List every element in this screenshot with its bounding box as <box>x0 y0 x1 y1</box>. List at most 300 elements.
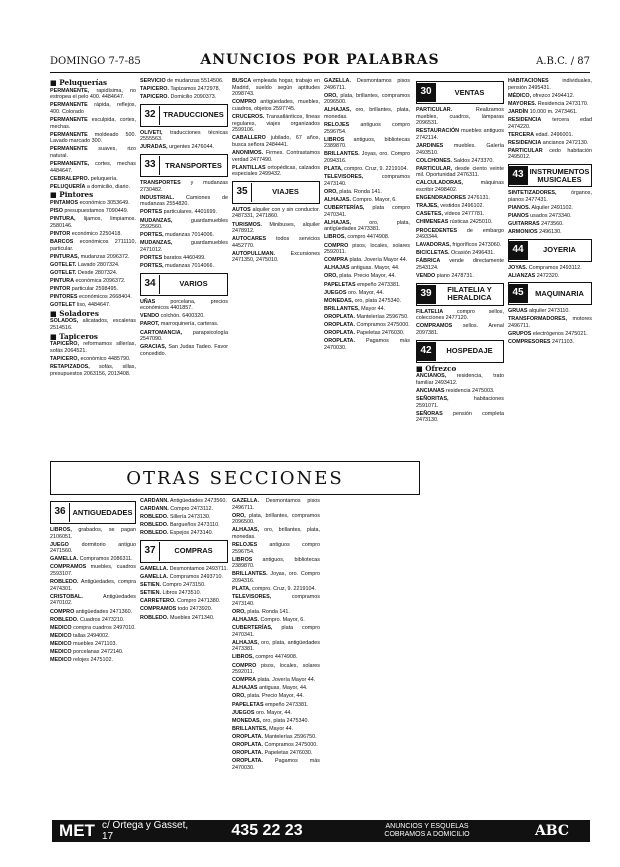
ad-keyword: PORTES <box>140 255 163 261</box>
classified-ad <box>50 88 136 101</box>
classified-ad <box>508 221 592 228</box>
ad-keyword: COMPRO <box>50 608 75 615</box>
ad-text: rapidísima, no estropea el pelo 400. 4484647. <box>50 87 136 101</box>
ad-keyword: OLIVETI, <box>140 129 163 136</box>
ad-keyword: FILATELIA <box>416 308 444 315</box>
page-header <box>50 50 590 73</box>
ad-keyword: LIBROS, <box>324 234 346 241</box>
classified-ad <box>232 718 320 725</box>
ad-text: plata. Precio Mayor, 44. <box>247 693 304 700</box>
ad-keyword: PAROT, <box>140 321 160 328</box>
ad-text: Realizamos muebles, cuadros, lámparas 2096531. <box>416 107 504 127</box>
ad-text: Compro. Mayor, 6. <box>352 197 397 203</box>
ad-text: compramos 2473140. <box>324 174 410 187</box>
ad-text: Antigüedades 2470102. <box>50 593 136 607</box>
column-6 <box>508 78 592 813</box>
ad-text: 2472320. <box>536 272 560 279</box>
classified-ad <box>232 685 320 692</box>
classified-ad <box>50 286 136 293</box>
ad-text: mudanzas 7014066. <box>165 263 215 270</box>
ad-text: económico 3053649. <box>79 200 130 206</box>
ad-keyword: GOTELET. <box>50 269 77 276</box>
ad-keyword: PINTURA <box>50 277 74 284</box>
column-4 <box>324 78 410 813</box>
ad-keyword: COMPRAMOS <box>50 564 87 571</box>
ad-text: Mayor 44. <box>269 725 294 732</box>
classified-ad <box>140 144 228 151</box>
ad-text: esculpida, cortes, mechas. <box>50 116 136 130</box>
ad-keyword: ANCIANAS <box>416 387 445 394</box>
ad-text: muebles, cuadros 2593107. <box>50 564 136 578</box>
ad-text: relojes 2475102. <box>73 657 113 664</box>
section-label: VARIOS <box>179 279 208 289</box>
ad-text: San Judas Tadeo. Favor concedido. <box>140 344 228 357</box>
section-title <box>50 80 136 87</box>
classified-ad <box>232 586 320 593</box>
ad-keyword: TERCERA <box>508 131 535 138</box>
ad-text: empeño 2473381. <box>357 281 401 288</box>
ad-text: plata. Precio Mayor, 44. <box>339 273 396 280</box>
ad-text: Pagamos más 2470030. <box>232 758 320 771</box>
classified-ad <box>140 530 228 537</box>
classified-ad <box>508 308 592 315</box>
ad-text: cedo habitación 2495012. <box>508 147 592 161</box>
classified-ad <box>232 150 320 163</box>
ad-text: tallas 2494002. <box>73 632 110 639</box>
section-title-text: Pintores <box>59 190 94 200</box>
ad-keyword: TAPICERO. <box>140 94 169 101</box>
ad-text: Tapizamos 2472978. <box>170 86 221 93</box>
ad-keyword: VENDO <box>140 313 160 320</box>
ad-text: colchón. 6400320. <box>160 313 205 320</box>
classified-ad <box>232 742 320 749</box>
ad-keyword: MUDANZAS, <box>140 240 173 247</box>
classified-ad <box>140 180 228 193</box>
classified-ad <box>416 242 504 249</box>
classified-ad <box>416 388 504 395</box>
ad-keyword: ALHAJAS <box>232 685 258 692</box>
classified-ad <box>50 270 136 277</box>
ad-keyword: MEDICO <box>50 657 72 664</box>
ad-text: Compro 2473150. <box>162 582 206 589</box>
classified-ad <box>508 140 592 147</box>
section-label: COMPRAS <box>174 546 213 556</box>
classified-ad <box>324 306 410 313</box>
ad-keyword: ALHAJAS, <box>324 107 351 114</box>
ad-keyword: PERMANENTE <box>50 131 88 138</box>
ad-text: moldeado 500. Lavado marcado 300. <box>50 131 136 145</box>
ad-keyword: ORO, <box>232 693 246 700</box>
ad-keyword: LIBROS <box>232 556 253 563</box>
classified-ad <box>416 323 504 336</box>
classified-ad <box>50 527 136 540</box>
ad-keyword: PINTOR <box>50 230 71 237</box>
footer-slogan-1: ANUNCIOS Y ESQUELAS <box>385 823 469 830</box>
ad-keyword: LIBROS, <box>50 527 72 533</box>
ad-text: Libros 2473510. <box>162 590 202 597</box>
section-box <box>416 340 504 363</box>
ad-text: muebles antiguos 2742114. <box>416 128 504 141</box>
classified-ad <box>232 527 320 540</box>
ad-keyword: OROPLATA. <box>232 758 263 765</box>
ad-text: Muebles 2471340. <box>169 614 215 621</box>
ad-keyword: OROPLATA. <box>232 750 263 757</box>
classified-ad <box>50 239 136 252</box>
classified-ad <box>140 299 228 312</box>
ad-text: antigüedades 2471360. <box>75 608 133 615</box>
ad-keyword: CRISTOBAL. <box>50 593 83 600</box>
ad-text: ofrezco 2494412. <box>532 92 575 99</box>
ad-keyword: TURISMOS. <box>232 221 262 228</box>
ad-text: Desmontamos 2493711. <box>169 565 228 572</box>
classified-ad <box>508 265 592 272</box>
classified-ad <box>140 330 228 343</box>
ad-keyword: OROPLATA. <box>232 733 263 740</box>
ad-keyword: PINTORES <box>50 294 78 301</box>
classified-ad <box>232 750 320 757</box>
section-box <box>508 239 592 262</box>
ad-keyword: COMPRO <box>324 242 349 249</box>
ad-text: económicos 2711110, particular. <box>50 238 136 252</box>
ad-keyword: PIANOS <box>508 212 529 219</box>
ad-keyword: ORO, <box>324 92 338 99</box>
bullet-icon: ■ <box>416 363 426 373</box>
classified-ad <box>232 726 320 733</box>
ad-text: y mudanzas 2730482. <box>140 180 228 193</box>
section-title <box>50 331 136 341</box>
classified-ad <box>324 107 410 120</box>
section-box <box>508 164 592 187</box>
ad-text: vestidos 2496102. <box>440 203 485 210</box>
ad-text: plata compro 2470341. <box>232 625 320 638</box>
section-title-text: Peluquerías <box>59 78 108 87</box>
classified-ad <box>232 498 320 511</box>
ad-keyword: INDUSTRIAL. <box>140 194 175 201</box>
classified-ad <box>50 649 136 656</box>
ad-keyword: ORO, <box>324 273 338 280</box>
ad-text: Papeletas 2476030. <box>356 330 405 337</box>
footer-brand: MET <box>59 821 95 840</box>
ad-text: plata compro 2470341. <box>324 205 410 218</box>
section-box <box>416 81 504 104</box>
classified-ad <box>508 93 592 100</box>
ad-text: órganos, pianos 2477431. <box>508 190 592 203</box>
classified-ad <box>140 514 228 521</box>
classified-ad <box>50 302 136 309</box>
ad-keyword: PERMANENTE <box>50 102 88 109</box>
ad-text: plata. Ronda 141. <box>247 608 290 615</box>
classified-ad <box>50 625 136 632</box>
classified-ad <box>140 498 228 505</box>
ad-text: particulares. 4401699. <box>163 209 218 216</box>
ad-text: pisos, locales, solares 2592011. <box>232 662 320 676</box>
classified-ad <box>140 232 228 239</box>
ad-text: compro 4474908. <box>347 234 390 241</box>
ad-keyword: GRUAS <box>508 308 528 315</box>
ad-keyword: HABITACIONES <box>508 78 549 84</box>
ad-keyword: CRUCEROS. <box>232 113 265 120</box>
ad-keyword: LIBROS, <box>232 654 254 661</box>
ad-text: habitaciones 2591071. <box>416 395 504 409</box>
classified-ad <box>508 316 592 329</box>
ad-keyword: RESIDENCIA <box>508 116 542 123</box>
ad-text: Sillería 2473130. <box>169 514 211 521</box>
classified-ad <box>508 205 592 212</box>
classified-ad <box>50 278 136 285</box>
classified-ad <box>232 78 320 98</box>
classified-ad <box>50 579 136 592</box>
footer-logo: ABC <box>534 823 570 839</box>
section-box <box>508 282 592 305</box>
classified-ad <box>416 195 504 202</box>
ad-text: Joyas, oro. Compro 2094316. <box>324 151 410 165</box>
ad-keyword: ANCIANOS, <box>416 373 447 380</box>
footer-phone: 435 22 23 <box>231 822 303 839</box>
classified-ad <box>324 151 410 164</box>
ad-keyword: ROBLEDO. <box>140 514 169 521</box>
ad-text: residencia, trato familiar 2493412. <box>416 373 504 386</box>
ad-text: reformamos sillerías, sofás 2064521. <box>50 341 136 354</box>
classified-ad <box>50 161 136 174</box>
ad-keyword: MAYORES. <box>508 100 537 107</box>
classified-ad <box>140 255 228 262</box>
classified-ad <box>232 135 320 148</box>
ad-keyword: JUEGOS <box>232 709 255 716</box>
ad-text: Desmontamos pisos 2496711. <box>324 78 410 91</box>
ad-keyword: TELEVISORES, <box>324 174 364 181</box>
classified-ad <box>50 542 136 555</box>
ad-text: Compramos 2475000. <box>264 742 318 748</box>
ad-text: antiguos, bibliotecas 2389870. <box>232 556 320 570</box>
classified-ad <box>140 209 228 216</box>
ad-text: antiguas. Mayor, 44. <box>258 685 308 692</box>
ad-text: electrógenos 2475021. <box>532 331 588 338</box>
ad-keyword: PLATA, <box>324 166 343 173</box>
ad-text: plata, brillantes, compramos 2096500. <box>232 512 320 526</box>
classified-ad <box>324 93 410 106</box>
ad-keyword: ROBLEDO. <box>50 579 79 586</box>
section-number: 43 <box>509 166 528 185</box>
ad-keyword: BARCOS <box>50 238 74 245</box>
classified-ad <box>50 318 136 331</box>
classified-ad <box>50 146 136 159</box>
ad-text: alquiler con y sin conductor. 2487331, 2471860. <box>232 206 320 220</box>
classified-ad <box>50 657 136 664</box>
classified-ad <box>324 273 410 280</box>
header-date: DOMINGO 7-7-85 <box>50 56 141 67</box>
ad-keyword: VENDO <box>416 273 436 280</box>
section-number: 37 <box>141 542 160 561</box>
ad-text: Firmes. Contrastamos verdad 2477490. <box>232 149 320 163</box>
ad-text: cortes, mechas 4484647. <box>50 161 136 174</box>
ad-text: de mudanzas 5514506. <box>167 78 224 84</box>
section-number: 44 <box>509 241 528 260</box>
classified-ad <box>416 158 504 165</box>
ad-keyword: TAPICERO, <box>50 341 79 348</box>
ad-keyword: CASETES, <box>416 211 443 218</box>
ad-text: empleada hogar, trabajo en Madrid, sueldo según aptitudes 2098743. <box>232 78 320 98</box>
ad-keyword: SETIEN. <box>140 590 161 597</box>
footer-banner <box>52 820 590 842</box>
ad-text: tercera edad 2474220. <box>508 116 592 130</box>
classified-ad <box>232 640 320 653</box>
ad-text: oro, plata, antigüedades 2473381. <box>232 639 320 653</box>
ad-keyword: GUITARRAS <box>508 220 540 227</box>
section-label: HOSPEDAJE <box>446 346 493 356</box>
classified-ad <box>140 240 228 253</box>
ad-keyword: CABALLERO <box>232 135 266 142</box>
classified-ad <box>50 564 136 577</box>
ad-text: Antigüedades 2473560. <box>169 498 227 504</box>
ad-text: compramos 2473140. <box>232 594 320 607</box>
ad-keyword: CARRETERO. <box>140 598 176 605</box>
classified-ad <box>232 693 320 700</box>
ad-text: plata. Jovería Mayor 44. <box>349 257 408 264</box>
ad-text: peluquería. <box>90 175 118 182</box>
classified-ad <box>416 228 504 241</box>
classified-ad <box>232 513 320 526</box>
ad-keyword: LIBROS <box>324 136 345 143</box>
ad-text: porcelanas 2472140. <box>73 649 124 655</box>
ad-keyword: ALIANZAS <box>508 272 536 279</box>
ad-keyword: PAPELETAS <box>324 281 356 288</box>
section-box <box>232 181 320 204</box>
ad-keyword: ORO, <box>232 512 246 519</box>
ad-text: muebles. Galería 2493510. <box>416 142 504 156</box>
ad-text: compra cuadros 2497010. <box>73 624 136 631</box>
ad-keyword: BRILLANTES, <box>324 305 360 312</box>
ad-text: Compro 2471380. <box>177 598 221 605</box>
ad-keyword: COMPRESORES <box>508 339 551 346</box>
ad-text: Joyas, oro. Compro 2094316. <box>232 571 320 585</box>
classified-ad <box>232 114 320 134</box>
ad-keyword: COMPRAMOS <box>416 323 453 330</box>
classified-ad <box>140 313 228 320</box>
ad-text: ancianos 2472130. <box>542 139 589 146</box>
classified-ad <box>324 314 410 321</box>
section-number: 45 <box>509 284 528 303</box>
ad-text: Bargueños 2473110. <box>169 522 220 529</box>
section-number: 34 <box>141 275 160 294</box>
ad-text: antiguos, bibliotecas 2389870. <box>324 136 410 150</box>
ad-text: Camiones de mudanzas 2554820. <box>140 194 228 208</box>
ad-keyword: ALHAJAS, <box>324 219 351 226</box>
classified-ad <box>232 625 320 638</box>
classified-ad <box>50 231 136 238</box>
ad-keyword: RELOJES <box>324 122 350 129</box>
section-title <box>50 308 136 318</box>
classified-ad <box>232 710 320 717</box>
bullet-icon: ■ <box>50 78 60 87</box>
ad-keyword: GOTELET <box>50 302 76 309</box>
classified-ad <box>508 339 592 346</box>
ad-keyword: CHIMENEAS <box>416 219 449 226</box>
classified-ad <box>416 128 504 141</box>
ad-keyword: GRACIAS, <box>140 344 167 351</box>
classified-ad <box>508 109 592 116</box>
ad-keyword: COMPRO <box>232 99 257 106</box>
ad-text: 10.000 m. 2473461. <box>529 108 578 115</box>
classified-ad <box>50 594 136 607</box>
ad-text: plata. Ronda 141. <box>339 188 382 195</box>
ad-keyword: TAPICERO. <box>140 86 169 93</box>
ad-text: frigoríficos 2473060. <box>452 242 502 249</box>
bullet-icon: ■ <box>50 190 60 200</box>
classified-ad <box>416 373 504 386</box>
classified-ad <box>232 222 320 235</box>
ad-text: vídeos 2477781. <box>444 211 485 218</box>
footer-address: c/ Ortega y Gasset, 17 <box>102 820 189 842</box>
classified-ad <box>324 282 410 289</box>
ad-text: económico 4485790. <box>80 355 131 362</box>
ad-keyword: ORO, <box>232 608 246 615</box>
ad-keyword: PERMANENTE, <box>50 87 90 94</box>
ad-text: Mantelerías 2596750. <box>356 313 409 320</box>
ad-text: oro. Mayor, 44. <box>347 289 384 296</box>
ad-text: Desde 2807324. <box>77 269 118 276</box>
ad-keyword: GAMELLA. <box>140 574 169 581</box>
classified-ad <box>50 609 136 616</box>
ad-keyword: TELEVISORES, <box>232 594 272 601</box>
classified-ad <box>324 166 410 173</box>
ad-text: marroquinería, carteras. <box>160 321 219 328</box>
classified-ad <box>140 615 228 622</box>
classified-ad <box>50 132 136 145</box>
ad-keyword: PINTOR <box>50 286 71 293</box>
classified-ad <box>140 598 228 605</box>
ad-keyword: BRILLANTES. <box>324 151 360 158</box>
ad-text: porcelana, precios económicos 4401857. <box>140 298 228 312</box>
section-label: INSTRUMENTOS MUSICALES <box>529 166 590 184</box>
ad-text: a domicilio, diario. <box>86 183 130 190</box>
classified-ad <box>416 258 504 271</box>
ad-keyword: GAMELLA. <box>50 556 79 563</box>
classified-ad <box>324 290 410 297</box>
ad-text: grabados, se pagan 2106051. <box>50 527 136 540</box>
ad-keyword: PLANTILLAS <box>232 164 266 171</box>
ad-keyword: GOTELET. <box>50 261 77 268</box>
ad-text: antiguos compro 2596754. <box>324 122 410 135</box>
ad-keyword: PARTICULAR, <box>416 165 453 172</box>
classified-ad <box>140 263 228 270</box>
ad-keyword: GAZELLA. <box>232 498 259 504</box>
ad-text: antigüedades, muebles, cuadros, objetos 2597745. <box>232 99 320 112</box>
classified-ad <box>324 257 410 264</box>
other-sections-banner: OTRAS SECCIONES <box>50 461 420 495</box>
ad-text: residencia 2475003. <box>445 387 495 394</box>
classified-ad <box>50 184 136 191</box>
ad-keyword: TRANSFORMADORES, <box>508 316 567 323</box>
ad-keyword: SETIEN. <box>140 582 161 589</box>
classified-ad <box>232 609 320 616</box>
classified-ad <box>324 78 410 91</box>
classified-ad <box>508 101 592 108</box>
classified-ad <box>324 234 410 241</box>
classified-ad <box>50 364 136 377</box>
ad-text: Mantelerías 2596750. <box>264 733 317 740</box>
ad-keyword: OROPLATA. <box>324 322 355 328</box>
classified-ad <box>50 176 136 183</box>
ad-keyword: GAMELLA. <box>140 565 169 572</box>
ad-text: liso, 4484647. <box>76 302 111 309</box>
ad-keyword: RETAPIZADOS, <box>50 363 90 370</box>
ad-text: sellos. Arenal 2097381. <box>416 323 504 336</box>
ad-text: usados 2473340. <box>530 212 572 219</box>
classified-ad <box>140 78 228 85</box>
ad-text: dormitorio antiguo 2471560. <box>50 541 136 555</box>
ad-keyword: JOYAS. <box>508 264 528 271</box>
ad-keyword: AUTOS <box>232 206 251 213</box>
